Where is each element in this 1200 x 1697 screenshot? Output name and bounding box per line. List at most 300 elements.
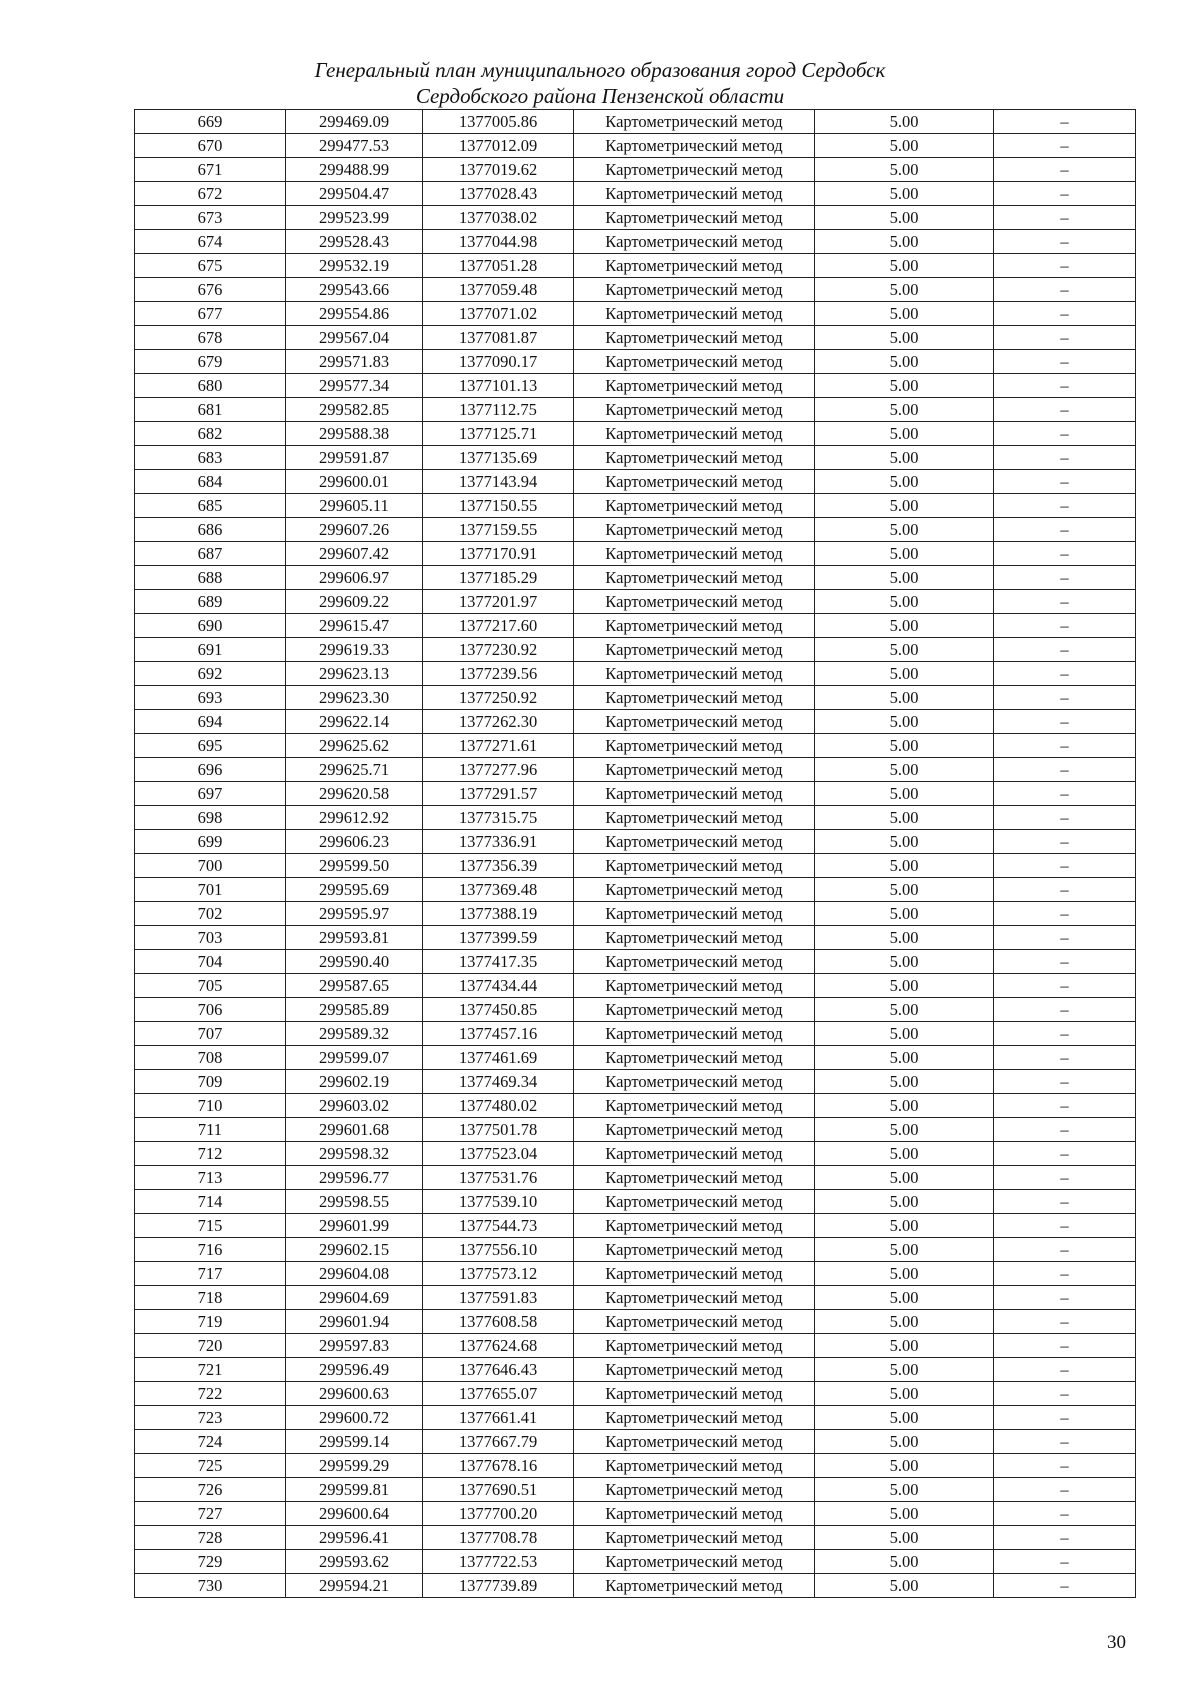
y-coordinate-cell: 1377434.44 [423, 974, 574, 998]
method-cell: Картометрический метод [574, 1142, 815, 1166]
x-coordinate-cell: 299602.19 [286, 1070, 423, 1094]
x-coordinate-cell: 299528.43 [286, 230, 423, 254]
method-cell: Картометрический метод [574, 1214, 815, 1238]
method-cell: Картометрический метод [574, 470, 815, 494]
note-cell: – [994, 1046, 1136, 1070]
note-cell: – [994, 1094, 1136, 1118]
accuracy-cell: 5.00 [815, 542, 994, 566]
table-row [135, 158, 1136, 182]
x-coordinate-cell: 299620.58 [286, 782, 423, 806]
y-coordinate-cell: 1377201.97 [423, 590, 574, 614]
note-cell: – [994, 614, 1136, 638]
note-cell: – [994, 1070, 1136, 1094]
table-row [135, 710, 1136, 734]
method-cell: Картометрический метод [574, 350, 815, 374]
accuracy-cell: 5.00 [815, 1022, 994, 1046]
method-cell: Картометрический метод [574, 1526, 815, 1550]
method-cell: Картометрический метод [574, 782, 815, 806]
table-row [135, 854, 1136, 878]
note-cell: – [994, 902, 1136, 926]
accuracy-cell: 5.00 [815, 1382, 994, 1406]
y-coordinate-cell: 1377051.28 [423, 254, 574, 278]
accuracy-cell: 5.00 [815, 374, 994, 398]
x-coordinate-cell: 299623.30 [286, 686, 423, 710]
method-cell: Картометрический метод [574, 134, 815, 158]
table-row [135, 566, 1136, 590]
y-coordinate-cell: 1377480.02 [423, 1094, 574, 1118]
point-number-cell: 695 [135, 734, 286, 758]
x-coordinate-cell: 299606.97 [286, 566, 423, 590]
note-cell: – [994, 1502, 1136, 1526]
y-coordinate-cell: 1377028.43 [423, 182, 574, 206]
table-row [135, 878, 1136, 902]
accuracy-cell: 5.00 [815, 638, 994, 662]
point-number-cell: 710 [135, 1094, 286, 1118]
method-cell: Картометрический метод [574, 830, 815, 854]
accuracy-cell: 5.00 [815, 1046, 994, 1070]
method-cell: Картометрический метод [574, 734, 815, 758]
accuracy-cell: 5.00 [815, 1550, 994, 1574]
table-row [135, 998, 1136, 1022]
y-coordinate-cell: 1377185.29 [423, 566, 574, 590]
y-coordinate-cell: 1377291.57 [423, 782, 574, 806]
point-number-cell: 704 [135, 950, 286, 974]
table-row [135, 542, 1136, 566]
table-row [135, 734, 1136, 758]
note-cell: – [994, 686, 1136, 710]
note-cell: – [994, 1262, 1136, 1286]
accuracy-cell: 5.00 [815, 1310, 994, 1334]
x-coordinate-cell: 299603.02 [286, 1094, 423, 1118]
note-cell: – [994, 182, 1136, 206]
table-row [135, 206, 1136, 230]
y-coordinate-cell: 1377531.76 [423, 1166, 574, 1190]
y-coordinate-cell: 1377019.62 [423, 158, 574, 182]
accuracy-cell: 5.00 [815, 302, 994, 326]
method-cell: Картометрический метод [574, 854, 815, 878]
note-cell: – [994, 470, 1136, 494]
method-cell: Картометрический метод [574, 518, 815, 542]
method-cell: Картометрический метод [574, 614, 815, 638]
x-coordinate-cell: 299590.40 [286, 950, 423, 974]
note-cell: – [994, 1238, 1136, 1262]
note-cell: – [994, 422, 1136, 446]
x-coordinate-cell: 299599.07 [286, 1046, 423, 1070]
y-coordinate-cell: 1377661.41 [423, 1406, 574, 1430]
x-coordinate-cell: 299588.38 [286, 422, 423, 446]
note-cell: – [994, 710, 1136, 734]
accuracy-cell: 5.00 [815, 350, 994, 374]
note-cell: – [994, 830, 1136, 854]
point-number-cell: 730 [135, 1574, 286, 1598]
note-cell: – [994, 950, 1136, 974]
x-coordinate-cell: 299589.32 [286, 1022, 423, 1046]
y-coordinate-cell: 1377012.09 [423, 134, 574, 158]
table-row [135, 374, 1136, 398]
y-coordinate-cell: 1377170.91 [423, 542, 574, 566]
accuracy-cell: 5.00 [815, 806, 994, 830]
y-coordinate-cell: 1377624.68 [423, 1334, 574, 1358]
table-row [135, 446, 1136, 470]
y-coordinate-cell: 1377501.78 [423, 1118, 574, 1142]
table-row [135, 398, 1136, 422]
table-row [135, 230, 1136, 254]
x-coordinate-cell: 299585.89 [286, 998, 423, 1022]
table-row [135, 1166, 1136, 1190]
point-number-cell: 713 [135, 1166, 286, 1190]
note-cell: – [994, 398, 1136, 422]
method-cell: Картометрический метод [574, 710, 815, 734]
method-cell: Картометрический метод [574, 998, 815, 1022]
x-coordinate-cell: 299612.92 [286, 806, 423, 830]
note-cell: – [994, 158, 1136, 182]
point-number-cell: 714 [135, 1190, 286, 1214]
accuracy-cell: 5.00 [815, 734, 994, 758]
point-number-cell: 729 [135, 1550, 286, 1574]
accuracy-cell: 5.00 [815, 1526, 994, 1550]
method-cell: Картометрический метод [574, 1166, 815, 1190]
x-coordinate-cell: 299577.34 [286, 374, 423, 398]
method-cell: Картометрический метод [574, 1358, 815, 1382]
accuracy-cell: 5.00 [815, 1502, 994, 1526]
accuracy-cell: 5.00 [815, 206, 994, 230]
note-cell: – [994, 206, 1136, 230]
accuracy-cell: 5.00 [815, 686, 994, 710]
accuracy-cell: 5.00 [815, 1454, 994, 1478]
y-coordinate-cell: 1377005.86 [423, 110, 574, 134]
note-cell: – [994, 1118, 1136, 1142]
method-cell: Картометрический метод [574, 1406, 815, 1430]
y-coordinate-cell: 1377090.17 [423, 350, 574, 374]
method-cell: Картометрический метод [574, 494, 815, 518]
note-cell: – [994, 302, 1136, 326]
note-cell: – [994, 806, 1136, 830]
note-cell: – [994, 590, 1136, 614]
note-cell: – [994, 1406, 1136, 1430]
method-cell: Картометрический метод [574, 1190, 815, 1214]
note-cell: – [994, 878, 1136, 902]
method-cell: Картометрический метод [574, 326, 815, 350]
x-coordinate-cell: 299571.83 [286, 350, 423, 374]
y-coordinate-cell: 1377250.92 [423, 686, 574, 710]
x-coordinate-cell: 299598.55 [286, 1190, 423, 1214]
method-cell: Картометрический метод [574, 566, 815, 590]
accuracy-cell: 5.00 [815, 1166, 994, 1190]
y-coordinate-cell: 1377143.94 [423, 470, 574, 494]
note-cell: – [994, 446, 1136, 470]
note-cell: – [994, 566, 1136, 590]
method-cell: Картометрический метод [574, 158, 815, 182]
method-cell: Картометрический метод [574, 278, 815, 302]
point-number-cell: 672 [135, 182, 286, 206]
method-cell: Картометрический метод [574, 1262, 815, 1286]
x-coordinate-cell: 299615.47 [286, 614, 423, 638]
y-coordinate-cell: 1377044.98 [423, 230, 574, 254]
method-cell: Картометрический метод [574, 1238, 815, 1262]
x-coordinate-cell: 299604.69 [286, 1286, 423, 1310]
table-row [135, 662, 1136, 686]
table-row [135, 638, 1136, 662]
x-coordinate-cell: 299598.32 [286, 1142, 423, 1166]
point-number-cell: 708 [135, 1046, 286, 1070]
x-coordinate-cell: 299622.14 [286, 710, 423, 734]
y-coordinate-cell: 1377690.51 [423, 1478, 574, 1502]
y-coordinate-cell: 1377539.10 [423, 1190, 574, 1214]
table-row [135, 350, 1136, 374]
accuracy-cell: 5.00 [815, 1430, 994, 1454]
y-coordinate-cell: 1377271.61 [423, 734, 574, 758]
method-cell: Картометрический метод [574, 686, 815, 710]
y-coordinate-cell: 1377678.16 [423, 1454, 574, 1478]
point-number-cell: 727 [135, 1502, 286, 1526]
method-cell: Картометрический метод [574, 1094, 815, 1118]
table-row [135, 1526, 1136, 1550]
table-row [135, 758, 1136, 782]
note-cell: – [994, 254, 1136, 278]
table-row [135, 494, 1136, 518]
x-coordinate-cell: 299599.81 [286, 1478, 423, 1502]
x-coordinate-cell: 299619.33 [286, 638, 423, 662]
x-coordinate-cell: 299469.09 [286, 110, 423, 134]
table-row [135, 134, 1136, 158]
point-number-cell: 670 [135, 134, 286, 158]
method-cell: Картометрический метод [574, 446, 815, 470]
method-cell: Картометрический метод [574, 542, 815, 566]
method-cell: Картометрический метод [574, 374, 815, 398]
table-row [135, 1190, 1136, 1214]
x-coordinate-cell: 299600.72 [286, 1406, 423, 1430]
y-coordinate-cell: 1377608.58 [423, 1310, 574, 1334]
method-cell: Картометрический метод [574, 230, 815, 254]
method-cell: Картометрический метод [574, 1454, 815, 1478]
point-number-cell: 682 [135, 422, 286, 446]
accuracy-cell: 5.00 [815, 1094, 994, 1118]
note-cell: – [994, 1358, 1136, 1382]
point-number-cell: 680 [135, 374, 286, 398]
y-coordinate-cell: 1377523.04 [423, 1142, 574, 1166]
point-number-cell: 718 [135, 1286, 286, 1310]
table-row [135, 1550, 1136, 1574]
table-row [135, 806, 1136, 830]
accuracy-cell: 5.00 [815, 230, 994, 254]
note-cell: – [994, 1334, 1136, 1358]
accuracy-cell: 5.00 [815, 326, 994, 350]
point-number-cell: 728 [135, 1526, 286, 1550]
point-number-cell: 696 [135, 758, 286, 782]
method-cell: Картометрический метод [574, 806, 815, 830]
y-coordinate-cell: 1377356.39 [423, 854, 574, 878]
y-coordinate-cell: 1377150.55 [423, 494, 574, 518]
accuracy-cell: 5.00 [815, 134, 994, 158]
accuracy-cell: 5.00 [815, 1406, 994, 1430]
table-row [135, 950, 1136, 974]
x-coordinate-cell: 299625.71 [286, 758, 423, 782]
point-number-cell: 691 [135, 638, 286, 662]
accuracy-cell: 5.00 [815, 1334, 994, 1358]
accuracy-cell: 5.00 [815, 1142, 994, 1166]
x-coordinate-cell: 299593.81 [286, 926, 423, 950]
x-coordinate-cell: 299554.86 [286, 302, 423, 326]
point-number-cell: 673 [135, 206, 286, 230]
accuracy-cell: 5.00 [815, 1478, 994, 1502]
table-row [135, 830, 1136, 854]
method-cell: Картометрический метод [574, 1382, 815, 1406]
point-number-cell: 692 [135, 662, 286, 686]
table-row [135, 1334, 1136, 1358]
table-row [135, 1382, 1136, 1406]
x-coordinate-cell: 299600.64 [286, 1502, 423, 1526]
x-coordinate-cell: 299607.26 [286, 518, 423, 542]
note-cell: – [994, 110, 1136, 134]
accuracy-cell: 5.00 [815, 1286, 994, 1310]
point-number-cell: 723 [135, 1406, 286, 1430]
method-cell: Картометрический метод [574, 1478, 815, 1502]
point-number-cell: 688 [135, 566, 286, 590]
x-coordinate-cell: 299591.87 [286, 446, 423, 470]
x-coordinate-cell: 299606.23 [286, 830, 423, 854]
table-row [135, 302, 1136, 326]
accuracy-cell: 5.00 [815, 1070, 994, 1094]
method-cell: Картометрический метод [574, 110, 815, 134]
point-number-cell: 705 [135, 974, 286, 998]
accuracy-cell: 5.00 [815, 446, 994, 470]
table-row [135, 1502, 1136, 1526]
point-number-cell: 687 [135, 542, 286, 566]
note-cell: – [994, 1550, 1136, 1574]
x-coordinate-cell: 299582.85 [286, 398, 423, 422]
table-row [135, 926, 1136, 950]
accuracy-cell: 5.00 [815, 1238, 994, 1262]
y-coordinate-cell: 1377655.07 [423, 1382, 574, 1406]
x-coordinate-cell: 299596.49 [286, 1358, 423, 1382]
method-cell: Картометрический метод [574, 1022, 815, 1046]
accuracy-cell: 5.00 [815, 710, 994, 734]
accuracy-cell: 5.00 [815, 854, 994, 878]
method-cell: Картометрический метод [574, 1286, 815, 1310]
point-number-cell: 677 [135, 302, 286, 326]
x-coordinate-cell: 299601.99 [286, 1214, 423, 1238]
note-cell: – [994, 998, 1136, 1022]
accuracy-cell: 5.00 [815, 782, 994, 806]
table-row [135, 902, 1136, 926]
point-number-cell: 722 [135, 1382, 286, 1406]
method-cell: Картометрический метод [574, 1502, 815, 1526]
method-cell: Картометрический метод [574, 902, 815, 926]
table-row [135, 1406, 1136, 1430]
point-number-cell: 683 [135, 446, 286, 470]
x-coordinate-cell: 299605.11 [286, 494, 423, 518]
accuracy-cell: 5.00 [815, 614, 994, 638]
point-number-cell: 675 [135, 254, 286, 278]
note-cell: – [994, 1526, 1136, 1550]
x-coordinate-cell: 299567.04 [286, 326, 423, 350]
table-row [135, 110, 1136, 134]
note-cell: – [994, 1310, 1136, 1334]
x-coordinate-cell: 299595.69 [286, 878, 423, 902]
x-coordinate-cell: 299543.66 [286, 278, 423, 302]
point-number-cell: 690 [135, 614, 286, 638]
table-row [135, 1454, 1136, 1478]
note-cell: – [994, 1454, 1136, 1478]
accuracy-cell: 5.00 [815, 422, 994, 446]
y-coordinate-cell: 1377708.78 [423, 1526, 574, 1550]
y-coordinate-cell: 1377315.75 [423, 806, 574, 830]
x-coordinate-cell: 299595.97 [286, 902, 423, 926]
table-row [135, 686, 1136, 710]
y-coordinate-cell: 1377059.48 [423, 278, 574, 302]
y-coordinate-cell: 1377239.56 [423, 662, 574, 686]
point-number-cell: 706 [135, 998, 286, 1022]
y-coordinate-cell: 1377071.02 [423, 302, 574, 326]
y-coordinate-cell: 1377230.92 [423, 638, 574, 662]
y-coordinate-cell: 1377336.91 [423, 830, 574, 854]
accuracy-cell: 5.00 [815, 590, 994, 614]
table-row [135, 1358, 1136, 1382]
note-cell: – [994, 926, 1136, 950]
x-coordinate-cell: 299600.63 [286, 1382, 423, 1406]
point-number-cell: 719 [135, 1310, 286, 1334]
accuracy-cell: 5.00 [815, 974, 994, 998]
note-cell: – [994, 1022, 1136, 1046]
table-row [135, 1022, 1136, 1046]
accuracy-cell: 5.00 [815, 758, 994, 782]
method-cell: Картометрический метод [574, 182, 815, 206]
note-cell: – [994, 278, 1136, 302]
accuracy-cell: 5.00 [815, 1358, 994, 1382]
y-coordinate-cell: 1377461.69 [423, 1046, 574, 1070]
accuracy-cell: 5.00 [815, 158, 994, 182]
page-number: 30 [1107, 1632, 1126, 1653]
x-coordinate-cell: 299594.21 [286, 1574, 423, 1598]
table-row [135, 1118, 1136, 1142]
method-cell: Картометрический метод [574, 398, 815, 422]
accuracy-cell: 5.00 [815, 830, 994, 854]
y-coordinate-cell: 1377217.60 [423, 614, 574, 638]
point-number-cell: 676 [135, 278, 286, 302]
x-coordinate-cell: 299596.77 [286, 1166, 423, 1190]
point-number-cell: 726 [135, 1478, 286, 1502]
coordinates-table [134, 109, 1136, 1598]
method-cell: Картометрический метод [574, 590, 815, 614]
note-cell: – [994, 974, 1136, 998]
accuracy-cell: 5.00 [815, 494, 994, 518]
y-coordinate-cell: 1377417.35 [423, 950, 574, 974]
x-coordinate-cell: 299623.13 [286, 662, 423, 686]
accuracy-cell: 5.00 [815, 518, 994, 542]
accuracy-cell: 5.00 [815, 998, 994, 1022]
y-coordinate-cell: 1377135.69 [423, 446, 574, 470]
y-coordinate-cell: 1377125.71 [423, 422, 574, 446]
y-coordinate-cell: 1377369.48 [423, 878, 574, 902]
x-coordinate-cell: 299523.99 [286, 206, 423, 230]
note-cell: – [994, 1574, 1136, 1598]
note-cell: – [994, 1166, 1136, 1190]
point-number-cell: 716 [135, 1238, 286, 1262]
point-number-cell: 725 [135, 1454, 286, 1478]
y-coordinate-cell: 1377277.96 [423, 758, 574, 782]
method-cell: Картометрический метод [574, 1550, 815, 1574]
note-cell: – [994, 734, 1136, 758]
point-number-cell: 694 [135, 710, 286, 734]
note-cell: – [994, 326, 1136, 350]
table-row [135, 278, 1136, 302]
method-cell: Картометрический метод [574, 878, 815, 902]
point-number-cell: 698 [135, 806, 286, 830]
method-cell: Картометрический метод [574, 1334, 815, 1358]
document-header-line-1: Генеральный план муниципального образования город Сердобск [314, 58, 886, 82]
point-number-cell: 700 [135, 854, 286, 878]
table-row [135, 590, 1136, 614]
